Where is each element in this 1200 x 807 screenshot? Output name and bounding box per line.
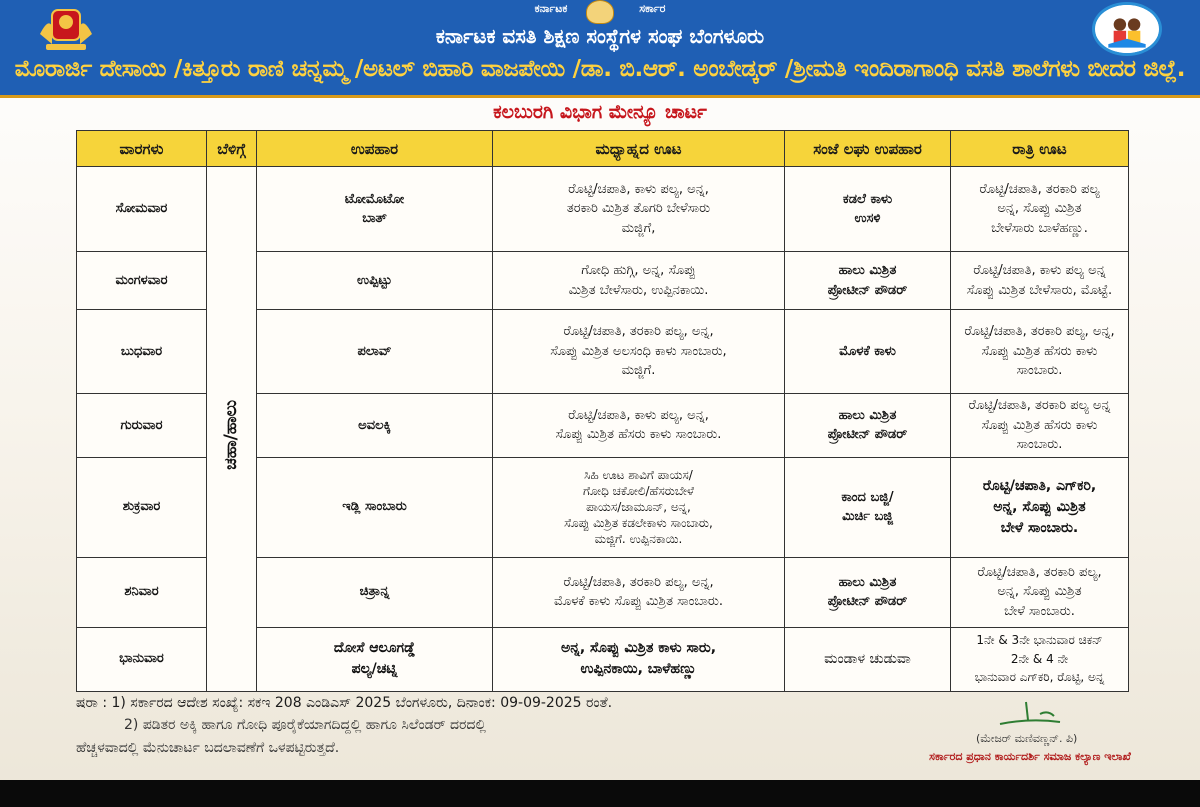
signatory-block — [880, 700, 1180, 770]
breakfast-cell: ಟೋಮೊಟೋ ಬಾತ್ — [257, 167, 493, 252]
snack-cell: ಹಾಲು ಮಿಶ್ರಿತ ಪ್ರೋಟೀನ್ ಪೌಡರ್ — [785, 557, 951, 627]
breakfast-cell: ದೋಸೆ ಆಲೂಗಡ್ಡೆ ಪಲ್ಯ/ಚಟ್ನಿ — [257, 627, 493, 691]
lunch-cell: ರೊಟ್ಟಿ/ಚಪಾತಿ, ತರಕಾರಿ ಪಲ್ಯ, ಅನ್ನ, ಸೊಪ್ಪು ಮಿಶ್ರಿತ ಅಲಸಂಧಿ ಕಾಳು ಸಾಂಬಾರು, ಮಜ್ಜಿಗೆ. — [493, 310, 785, 394]
day-cell: ಶನಿವಾರ — [77, 557, 207, 627]
lunch-cell: ಸಿಹಿ ಊಟ ಶಾವಿಗೆ ಪಾಯಸ/ ಗೋಧಿ ಚಕೋಲಿ/ಹೆಸರುಬೇಳೆ ಪಾಯಸ/ಜಾಮೂನ್, ಅನ್ನ, ಸೊಪ್ಪು ಮಿಶ್ರಿತ ಕಡಲೇಕಾಳು ಸಾಂಬಾರು, ಮಜ್ಜಿಗೆ. ಉಪ್ಪಿನಕಾಯಿ. — [493, 457, 785, 557]
lunch-cell: ಗೋಧಿ ಹುಗ್ಗಿ, ಅನ್ನ, ಸೊಪ್ಪು ಮಿಶ್ರಿತ ಬೇಳೆಸಾರು, ಉಪ್ಪಿನಕಾಯಿ. — [493, 252, 785, 310]
breakfast-cell: ಉಪ್ಪಿಟ್ಟು — [257, 252, 493, 310]
day-cell: ಗುರುವಾರ — [77, 394, 207, 458]
header-morning: ಬೆಳಿಗ್ಗೆ — [207, 131, 257, 167]
menu-table — [76, 130, 1129, 692]
dinner-cell: ರೊಟ್ಟಿ/ಚಪಾತಿ, ತರಕಾರಿ ಪಲ್ಯ ಅನ್ನ ಸೊಪ್ಪು ಮಿಶ್ರಿತ ಹೆಸರು ಕಾಳು ಸಾಂಬಾರು. — [951, 394, 1129, 458]
table-header-row — [77, 131, 1129, 167]
signature-mark-icon — [980, 700, 1080, 732]
gov-right-label: ಸರ್ಕಾರ — [639, 2, 666, 15]
notes-section — [76, 692, 896, 759]
header-evening-snack: ಸಂಜೆ ಲಘು ಉಪಹಾರ — [785, 131, 951, 167]
morning-drink-label: ಚಹಾ/ಹಾಲು — [220, 400, 241, 471]
breakfast-cell: ಪಲಾವ್ — [257, 310, 493, 394]
breakfast-cell: ಚಿತ್ರಾನ್ನ — [257, 557, 493, 627]
note-order-reference: ಷರಾ : 1) ಸರ್ಕಾರದ ಆದೇಶ ಸಂಖ್ಯೆ: ಸಕಇ 208 ಎಂಡಿಎಸ್ 2025 ಬೆಂಗಳೂರು, ದಿನಾಂಕ: 09-09-2025 ರಂತೆ. — [76, 695, 613, 711]
note-ration-line2: ಹೆಚ್ಚಳವಾದಲ್ಲಿ ಮೆನುಚಾರ್ಟ ಬದಲಾವಣೆಗೆ ಒಳಪಟ್ಟಿರುತ್ತದೆ. — [76, 739, 340, 756]
snack-cell: ಕಾಂದ ಬಜ್ಜಿ/ ಮಿರ್ಚಿ ಬಜ್ಜಿ — [785, 457, 951, 557]
header-band — [0, 0, 1200, 98]
lunch-cell: ರೊಟ್ಟಿ/ಚಪಾತಿ, ಕಾಳು ಪಲ್ಯ, ಅನ್ನ, ತರಕಾರಿ ಮಿಶ್ರಿತ ತೊಗರಿ ಬೇಳೆಸಾರು ಮಜ್ಜಿಗೆ, — [493, 167, 785, 252]
gov-left-label: ಕರ್ನಾಟಕ — [534, 2, 568, 15]
menu-chart-title: ಕಲಬುರಗಿ ವಿಭಾಗ ಮೇನ್ಯೂ ಚಾರ್ಟ — [493, 101, 707, 123]
header-lunch: ಮಧ್ಯಾಹ್ನದ ಊಟ — [493, 131, 785, 167]
snack-cell: ಮೊಳಕೆ ಕಾಳು — [785, 310, 951, 394]
schools-list: ಮೊರಾರ್ಜಿ ದೇಸಾಯಿ /ಕಿತ್ತೂರು ರಾಣಿ ಚನ್ನಮ್ಮ /ಅಟಲ್ ಬಿಹಾರಿ ವಾಜಪೇಯಿ /ಡಾ. ಬಿ.ಆರ್. ಅಂಬೇಡ್ಕರ್ /ಶ್ರೀಮತಿ ಇಂದಿರಾಗಾಂಧಿ ವಸತಿ ಶಾಲೆಗಳು ಬೀದರ ಜಿಲ್ಲೆ. — [14, 56, 1186, 82]
lunch-cell: ರೊಟ್ಟಿ/ಚಪಾತಿ, ಕಾಳು ಪಲ್ಯ, ಅನ್ನ, ಸೊಪ್ಪು ಮಿಶ್ರಿತ ಹೆಸರು ಕಾಳು ಸಾಂಬಾರು. — [493, 394, 785, 458]
dinner-cell: ರೊಟ್ಟಿ/ಚಪಾತಿ, ತರಕಾರಿ ಪಲ್ಯ ಅನ್ನ, ಸೊಪ್ಪು ಮಿಶ್ರಿತ ಬೇಳೆಸಾರು ಬಾಳೆಹಣ್ಣು. — [951, 167, 1129, 252]
header-dinner: ರಾತ್ರಿ ಊಟ — [951, 131, 1129, 167]
day-cell: ಶುಕ್ರವಾರ — [77, 457, 207, 557]
dinner-cell: ರೊಟ್ಟಿ/ಚಪಾತಿ, ತರಕಾರಿ ಪಲ್ಯ, ಅನ್ನ, ಸೊಪ್ಪು ಮಿಶ್ರಿತ ಬೇಳೆ ಸಾಂಬಾರು. — [951, 557, 1129, 627]
header-breakfast: ಉಪಹಾರ — [257, 131, 493, 167]
snack-cell: ಹಾಲು ಮಿಶ್ರಿತ ಪ್ರೋಟೀನ್ ಪೌಡರ್ — [785, 252, 951, 310]
snack-cell: ಕಡಲೆ ಕಾಳು ಉಸಳಿ — [785, 167, 951, 252]
dinner-cell: ರೊಟ್ಟಿ/ಚಪಾತಿ, ಎಗ್‌ಕರಿ, ಅನ್ನ, ಸೊಪ್ಪು ಮಿಶ್ರಿತ ಬೇಳೆ ಸಾಂಬಾರು. — [951, 457, 1129, 557]
dinner-cell: 1ನೇ & 3ನೇ ಭಾನುವಾರ ಚಿಕನ್ 2ನೇ & 4 ನೇ ಭಾನುವಾರ ಎಗ್‌ಕರಿ, ರೊಟ್ಟಿ, ಅನ್ನ — [951, 627, 1129, 691]
dinner-cell: ರೊಟ್ಟಿ/ಚಪಾತಿ, ಕಾಳು ಪಲ್ಯ ಅನ್ನ ಸೊಪ್ಪು ಮಿಶ್ರಿತ ಬೇಳೆಸಾರು, ಮೊಟ್ಟೆ. — [951, 252, 1129, 310]
breakfast-cell: ಅವಲಕ್ಕಿ — [257, 394, 493, 458]
lunch-cell: ರೊಟ್ಟಿ/ಚಪಾತಿ, ತರಕಾರಿ ಪಲ್ಯ, ಅನ್ನ, ಮೊಳಕೆ ಕಾಳು ಸೊಪ್ಪು ಮಿಶ್ರಿತ ಸಾಂಬಾರು. — [493, 557, 785, 627]
snack-cell: ಹಾಲು ಮಿಶ್ರಿತ ಪ್ರೋಟೀನ್ ಪೌಡರ್ — [785, 394, 951, 458]
morning-cell — [207, 167, 257, 692]
lunch-cell: ಅನ್ನ, ಸೊಪ್ಪು ಮಿಶ್ರಿತ ಕಾಳು ಸಾರು, ಉಪ್ಪಿನಕಾಯಿ, ಬಾಳೆಹಣ್ಣು — [493, 627, 785, 691]
signatory-name: (ಮೇಜರ್ ಮಣಿವಣ್ಣನ್. ಪಿ) — [976, 732, 1078, 745]
day-cell: ಬುಧವಾರ — [77, 310, 207, 394]
header-days: ವಾರಗಳು — [77, 131, 207, 167]
dinner-cell: ರೊಟ್ಟಿ/ಚಪಾತಿ, ತರಕಾರಿ ಪಲ್ಯ, ಅನ್ನ, ಸೊಪ್ಪು ಮಿಶ್ರಿತ ಹೆಸರು ಕಾಳು ಸಾಂಬಾರು. — [951, 310, 1129, 394]
organization-name: ಕರ್ನಾಟಕ ವಸತಿ ಶಿಕ್ಷಣ ಸಂಸ್ಥೆಗಳ ಸಂಘ ಬೆಂಗಳೂರು — [435, 24, 765, 48]
day-cell: ಭಾನುವಾರ — [77, 627, 207, 691]
bottom-bar — [0, 780, 1200, 807]
note-ration-line1: 2) ಪಡಿತರ ಅಕ್ಕಿ ಹಾಗೂ ಗೋಧಿ ಪೂರೈಕೆಯಾಗದಿದ್ದಲ್ಲಿ ಹಾಗೂ ಸಿಲೆಂಡರ್ ದರದಲ್ಲಿ — [124, 717, 487, 734]
signatory-title: ಸರ್ಕಾರದ ಪ್ರಧಾನ ಕಾರ್ಯದರ್ಶಿ ಸಮಾಜ ಕಲ್ಯಾಣ ಇಲಾಖೆ — [929, 750, 1131, 763]
society-logo-icon — [1092, 2, 1162, 56]
table-row — [77, 167, 1129, 252]
state-emblem-small-icon — [586, 0, 614, 24]
snack-cell: ಮಂಡಾಳ ಚುಡುವಾ — [785, 627, 951, 691]
breakfast-cell: ಇಡ್ಲಿ ಸಾಂಬಾರು — [257, 457, 493, 557]
day-cell: ಮಂಗಳವಾರ — [77, 252, 207, 310]
day-cell: ಸೋಮವಾರ — [77, 167, 207, 252]
